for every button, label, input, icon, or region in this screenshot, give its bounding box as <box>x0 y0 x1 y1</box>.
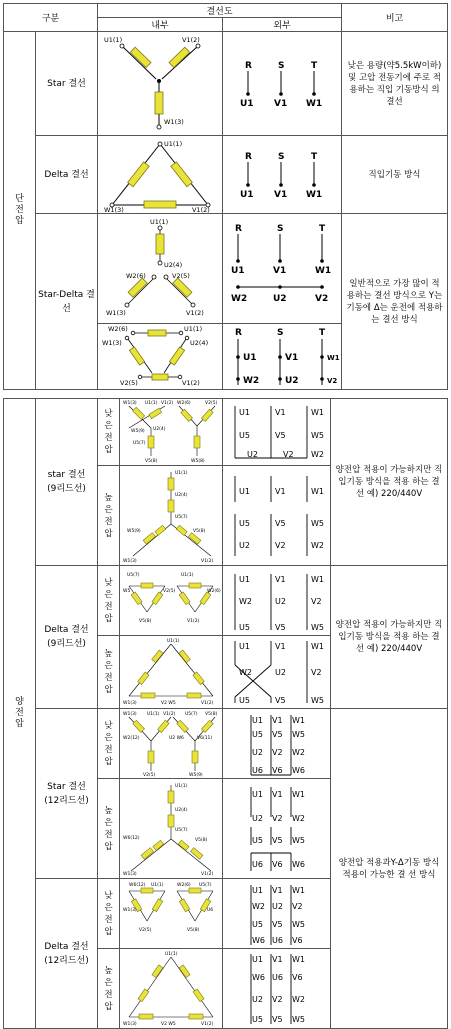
single-voltage-table <box>3 3 448 390</box>
svg-text:W1: W1 <box>291 885 305 895</box>
svg-text:U2(4): U2(4) <box>164 260 183 269</box>
svg-text:W1: W1 <box>314 265 331 276</box>
svg-text:V1: V1 <box>271 885 283 895</box>
star-internal-diagram <box>98 32 223 136</box>
svg-text:V1: V1 <box>274 98 288 109</box>
svg-text:W6(12): W6(12) <box>129 882 146 888</box>
delta9-low-external <box>223 566 331 636</box>
svg-text:W2: W2 <box>251 901 265 911</box>
w1-terminal-label: W1(3) <box>164 117 184 126</box>
svg-text:V2(5): V2(5) <box>120 378 138 387</box>
svg-text:U1(1): U1(1) <box>175 783 188 789</box>
twelve-lead-note: 양전압 적용과Y-Δ기동 방식 적용이 가능한 결 선 방식 <box>331 709 448 1029</box>
svg-text:U1: U1 <box>242 352 257 363</box>
svg-text:U1: U1 <box>251 715 263 725</box>
svg-text:W1(3): W1(3) <box>123 558 137 564</box>
svg-text:W1: W1 <box>306 98 323 109</box>
svg-text:W6: W6 <box>291 859 305 869</box>
svg-text:U5(7): U5(7) <box>185 711 198 717</box>
stardelta-note: 일반적으로 가장 많이 적용하는 결선 방식으로 Y는 기동에 Δ는 운전에 적용하는 결선 방식 <box>342 214 448 390</box>
svg-text:U1(1): U1(1) <box>165 951 178 957</box>
svg-text:V5(8): V5(8) <box>205 711 218 717</box>
delta9-high-internal <box>120 636 223 709</box>
delta9-name: Delta 결선 (9리드선) <box>36 566 98 709</box>
stardelta-internal-delta <box>98 324 223 390</box>
svg-text:U2: U2 <box>251 747 263 757</box>
svg-text:W2: W2 <box>230 293 247 304</box>
svg-text:V6(11): V6(11) <box>197 735 213 741</box>
svg-text:V6: V6 <box>291 972 303 982</box>
svg-text:V1(2): V1(2) <box>182 378 200 387</box>
svg-text:W2(6): W2(6) <box>108 324 128 333</box>
svg-text:W6: W6 <box>251 972 265 982</box>
svg-text:W1(3): W1(3) <box>123 907 137 913</box>
svg-text:W1: W1 <box>291 789 305 799</box>
svg-text:W2: W2 <box>238 668 252 677</box>
svg-text:U2: U2 <box>272 293 287 304</box>
svg-text:W1(3): W1(3) <box>123 401 137 406</box>
delta12-low-internal <box>120 879 223 949</box>
svg-text:V2: V2 <box>326 376 337 385</box>
svg-text:U2: U2 <box>274 596 286 606</box>
svg-text:W5: W5 <box>291 729 305 739</box>
svg-text:W5: W5 <box>291 919 305 929</box>
svg-text:W1(3): W1(3) <box>123 711 137 717</box>
svg-text:W1(3): W1(3) <box>102 338 122 347</box>
svg-text:W2: W2 <box>291 994 305 1004</box>
svg-text:V6: V6 <box>271 859 283 869</box>
svg-text:V1: V1 <box>274 486 286 496</box>
svg-text:V2: V2 <box>271 813 283 823</box>
svg-text:S: S <box>278 60 285 71</box>
svg-text:V1: V1 <box>272 265 286 276</box>
svg-text:W2(12): W2(12) <box>123 735 140 741</box>
svg-text:V2(5): V2(5) <box>205 401 218 406</box>
svg-text:U1: U1 <box>230 265 245 276</box>
star9-name: star 결선 (9리드선) <box>36 399 98 566</box>
star12-high-external <box>223 779 331 879</box>
svg-text:V2: V2 <box>314 293 328 304</box>
svg-text:T: T <box>311 151 318 162</box>
svg-text:V1(2): V1(2) <box>187 618 200 624</box>
svg-text:V1(2): V1(2) <box>163 711 176 717</box>
svg-text:U5: U5 <box>251 919 263 929</box>
stardelta-external-star <box>223 214 342 324</box>
svg-text:W2: W2 <box>242 375 259 386</box>
svg-text:W1: W1 <box>310 408 324 417</box>
svg-text:W2: W2 <box>310 540 324 550</box>
svg-text:V5(8): V5(8) <box>187 927 200 933</box>
svg-text:V2(5): V2(5) <box>163 588 176 594</box>
svg-text:W5: W5 <box>123 588 131 594</box>
svg-text:W1(3): W1(3) <box>123 871 137 877</box>
svg-text:S: S <box>276 223 283 234</box>
svg-text:W6(12): W6(12) <box>123 835 140 841</box>
svg-text:U1(1): U1(1) <box>167 639 180 644</box>
svg-text:U2: U2 <box>251 994 263 1004</box>
svg-text:W2: W2 <box>310 450 324 459</box>
single-voltage-label: 단 전 압 <box>4 32 36 390</box>
svg-text:U5(7): U5(7) <box>199 882 212 888</box>
svg-text:U1(1): U1(1) <box>164 139 183 148</box>
svg-text:W2(6): W2(6) <box>207 588 221 594</box>
stardelta-external-delta <box>223 324 342 390</box>
svg-text:W1(3): W1(3) <box>104 205 124 213</box>
svg-text:U1(1): U1(1) <box>147 711 160 717</box>
svg-text:V1(2): V1(2) <box>201 701 214 706</box>
svg-text:U5(7): U5(7) <box>175 514 188 520</box>
delta9-low-internal <box>120 566 223 636</box>
svg-text:V2: V2 <box>291 901 303 911</box>
svg-text:W5: W5 <box>310 431 324 440</box>
delta-name: Delta 결선 <box>36 136 98 214</box>
svg-text:U5(7): U5(7) <box>175 827 188 833</box>
svg-text:W2: W2 <box>238 596 252 606</box>
svg-text:W1: W1 <box>310 486 324 496</box>
svg-text:R: R <box>234 327 242 338</box>
svg-text:U1(1): U1(1) <box>145 401 158 406</box>
svg-text:V1: V1 <box>271 789 283 799</box>
header-internal: 내부 <box>98 18 223 32</box>
v1-terminal-label: V1(2) <box>182 35 200 44</box>
svg-text:W5: W5 <box>310 518 324 528</box>
svg-text:U5: U5 <box>251 729 263 739</box>
svg-text:V5: V5 <box>274 696 286 705</box>
svg-text:U1: U1 <box>238 408 250 417</box>
svg-text:U1: U1 <box>238 486 250 496</box>
star12-low-internal <box>120 709 223 779</box>
svg-text:S: S <box>278 151 285 162</box>
svg-text:V1: V1 <box>274 189 288 200</box>
star9-high-internal <box>120 466 223 566</box>
svg-text:U2: U2 <box>238 540 250 550</box>
svg-text:U2: U2 <box>246 450 258 459</box>
svg-text:V2: V2 <box>271 747 283 757</box>
svg-text:V5: V5 <box>271 919 283 929</box>
svg-text:W1(3): W1(3) <box>123 701 137 706</box>
svg-text:V2: V2 <box>274 540 286 550</box>
svg-text:U5(7): U5(7) <box>133 441 146 446</box>
svg-text:W1: W1 <box>310 574 324 584</box>
svg-text:V2 W5: V2 W5 <box>161 1021 176 1027</box>
svg-text:U6: U6 <box>271 935 283 945</box>
svg-text:R: R <box>245 60 252 71</box>
u1-terminal-label: U1(1) <box>104 35 123 44</box>
high-voltage-label: 높 은 전 압 <box>98 949 120 1029</box>
header-external: 외부 <box>223 18 342 32</box>
low-voltage-label: 낮 은 전 압 <box>98 709 120 779</box>
svg-text:W5(9): W5(9) <box>189 772 203 777</box>
svg-text:T: T <box>318 327 325 338</box>
svg-text:V6: V6 <box>291 935 303 945</box>
svg-text:W1(3): W1(3) <box>123 1021 137 1027</box>
svg-text:U1: U1 <box>251 885 263 895</box>
svg-text:V1: V1 <box>284 352 298 363</box>
star9-low-internal <box>120 399 223 466</box>
svg-text:U5: U5 <box>238 696 250 705</box>
svg-text:V2: V2 <box>271 994 283 1004</box>
svg-text:U1(1): U1(1) <box>184 324 203 333</box>
delta12-high-internal <box>120 949 223 1029</box>
svg-text:V5(8): V5(8) <box>195 837 208 843</box>
svg-text:W1(3): W1(3) <box>106 308 126 317</box>
svg-text:U2: U2 <box>271 901 283 911</box>
delta9-high-external <box>223 636 331 709</box>
svg-text:U1: U1 <box>251 954 263 964</box>
svg-text:U1(1): U1(1) <box>181 572 194 578</box>
svg-text:U2(4): U2(4) <box>175 807 188 813</box>
svg-text:W2(6): W2(6) <box>126 271 146 280</box>
svg-text:V5: V5 <box>271 835 283 845</box>
svg-text:U5: U5 <box>238 622 250 632</box>
delta-external-diagram <box>223 136 342 214</box>
svg-text:U5: U5 <box>251 835 263 845</box>
svg-text:V2(5): V2(5) <box>139 927 152 933</box>
svg-text:R: R <box>245 151 252 162</box>
star12-high-internal <box>120 779 223 879</box>
svg-text:U1(1): U1(1) <box>175 470 188 476</box>
dual-voltage-label: 양 전 압 <box>4 399 36 1029</box>
svg-text:V1(2): V1(2) <box>201 1021 214 1027</box>
delta12-low-external <box>223 879 331 949</box>
svg-text:U2(4): U2(4) <box>153 427 166 432</box>
svg-text:U1: U1 <box>240 189 254 200</box>
svg-text:U6: U6 <box>251 765 263 775</box>
svg-text:W1: W1 <box>310 642 324 651</box>
header-group: 구분 <box>4 4 98 32</box>
header-note: 비고 <box>342 4 448 32</box>
svg-text:V1(2): V1(2) <box>201 871 214 877</box>
svg-text:U6: U6 <box>251 859 263 869</box>
svg-text:U5(7): U5(7) <box>127 572 140 578</box>
delta-note: 직입기동 방식 <box>342 136 448 214</box>
svg-text:V5: V5 <box>274 518 286 528</box>
svg-text:W6: W6 <box>251 935 265 945</box>
svg-text:U2: U2 <box>251 813 263 823</box>
svg-text:V6: V6 <box>271 765 283 775</box>
svg-text:W2(6): W2(6) <box>177 401 191 406</box>
high-voltage-label: 높 은 전 압 <box>98 779 120 879</box>
svg-text:V5: V5 <box>271 729 283 739</box>
svg-text:V1: V1 <box>271 954 283 964</box>
svg-text:V1(2): V1(2) <box>201 558 214 564</box>
svg-text:V1(2): V1(2) <box>161 401 174 406</box>
svg-text:W5: W5 <box>310 696 324 705</box>
star9-note: 양전압 적용이 가능하지만 직입기동 방식을 적용 하는 결선 예) 220/440V <box>331 399 448 566</box>
svg-text:U1(1): U1(1) <box>150 217 169 226</box>
delta12-name: Delta 결선 (12리드선) <box>36 879 98 1029</box>
svg-text:U1: U1 <box>238 642 250 651</box>
svg-text:W1: W1 <box>306 189 323 200</box>
svg-text:W1: W1 <box>326 353 340 362</box>
svg-text:U1: U1 <box>238 574 250 584</box>
svg-text:V5: V5 <box>274 431 286 440</box>
dual-voltage-table <box>3 398 448 1029</box>
svg-text:V1: V1 <box>274 408 286 417</box>
svg-text:W5: W5 <box>291 1014 305 1024</box>
svg-text:W6: W6 <box>291 765 305 775</box>
star-name: Star 결선 <box>36 32 98 136</box>
delta9-note: 양전압 적용이 가능하지만 직입기동 방식을 적용 하는 결선 예) 220/440V <box>331 566 448 709</box>
stardelta-internal-star <box>98 214 223 324</box>
low-voltage-label: 낮 은 전 압 <box>98 566 120 636</box>
svg-text:W5(9): W5(9) <box>127 528 141 534</box>
svg-text:U2: U2 <box>284 375 299 386</box>
svg-text:U2(4): U2(4) <box>175 492 188 498</box>
svg-text:W5: W5 <box>291 835 305 845</box>
svg-text:U6: U6 <box>207 907 214 913</box>
svg-text:V2(5): V2(5) <box>172 271 190 280</box>
svg-text:W2: W2 <box>291 747 305 757</box>
delta-internal-diagram <box>98 136 223 214</box>
stardelta-name: Star-Delta 결선 <box>36 214 98 390</box>
svg-text:V5(8): V5(8) <box>193 528 206 534</box>
svg-text:W5(9): W5(9) <box>131 429 145 434</box>
svg-text:W5: W5 <box>310 622 324 632</box>
svg-text:V2: V2 <box>282 450 294 459</box>
low-voltage-label: 낮 은 전 압 <box>98 879 120 949</box>
svg-text:U1: U1 <box>240 98 254 109</box>
svg-text:U5: U5 <box>251 1014 263 1024</box>
svg-text:V5(8): V5(8) <box>139 618 152 624</box>
svg-text:S: S <box>276 327 283 338</box>
star12-low-external <box>223 709 331 779</box>
svg-text:V1: V1 <box>271 715 283 725</box>
star9-low-external <box>223 399 331 466</box>
svg-text:U2(4): U2(4) <box>190 338 209 347</box>
header-diagram: 결선도 <box>98 4 342 18</box>
svg-text:U2: U2 <box>274 668 286 677</box>
low-voltage-label: 낮 은 전 압 <box>98 399 120 466</box>
high-voltage-label: 높 은 전 압 <box>98 466 120 566</box>
svg-text:W5(8): W5(8) <box>191 459 205 464</box>
svg-text:U5: U5 <box>238 518 250 528</box>
svg-text:V5: V5 <box>274 622 286 632</box>
svg-text:V2: V2 <box>310 668 322 677</box>
svg-text:V2: V2 <box>310 596 322 606</box>
svg-text:V5(8): V5(8) <box>145 459 158 464</box>
delta12-high-external <box>223 949 331 1029</box>
svg-text:U6: U6 <box>271 972 283 982</box>
svg-text:V2 W5: V2 W5 <box>161 701 176 706</box>
svg-text:R: R <box>234 223 242 234</box>
star-external-diagram <box>223 32 342 136</box>
svg-text:W1: W1 <box>291 954 305 964</box>
svg-text:V2(5): V2(5) <box>143 772 156 777</box>
svg-text:W2: W2 <box>291 813 305 823</box>
star9-high-external <box>223 466 331 566</box>
high-voltage-label: 높 은 전 압 <box>98 636 120 709</box>
svg-text:V1(2): V1(2) <box>186 308 204 317</box>
svg-text:U1: U1 <box>251 789 263 799</box>
svg-text:U5: U5 <box>238 431 250 440</box>
svg-text:W1: W1 <box>291 715 305 725</box>
svg-text:V1: V1 <box>274 642 286 651</box>
svg-text:T: T <box>318 223 325 234</box>
svg-text:V1: V1 <box>274 574 286 584</box>
svg-text:T: T <box>311 60 318 71</box>
svg-text:V5: V5 <box>271 1014 283 1024</box>
star-note: 낮은 용량(약5.5kW이하) 및 고압 전동기에 주로 적용하는 직입 기동방식 의 결선 <box>342 32 448 136</box>
svg-text:U2 W6: U2 W6 <box>169 735 184 741</box>
svg-text:W2(6): W2(6) <box>177 882 191 888</box>
svg-text:V1(2): V1(2) <box>192 205 210 213</box>
svg-text:U1(1): U1(1) <box>151 882 164 888</box>
star12-name: Star 결선 (12리드선) <box>36 709 98 879</box>
